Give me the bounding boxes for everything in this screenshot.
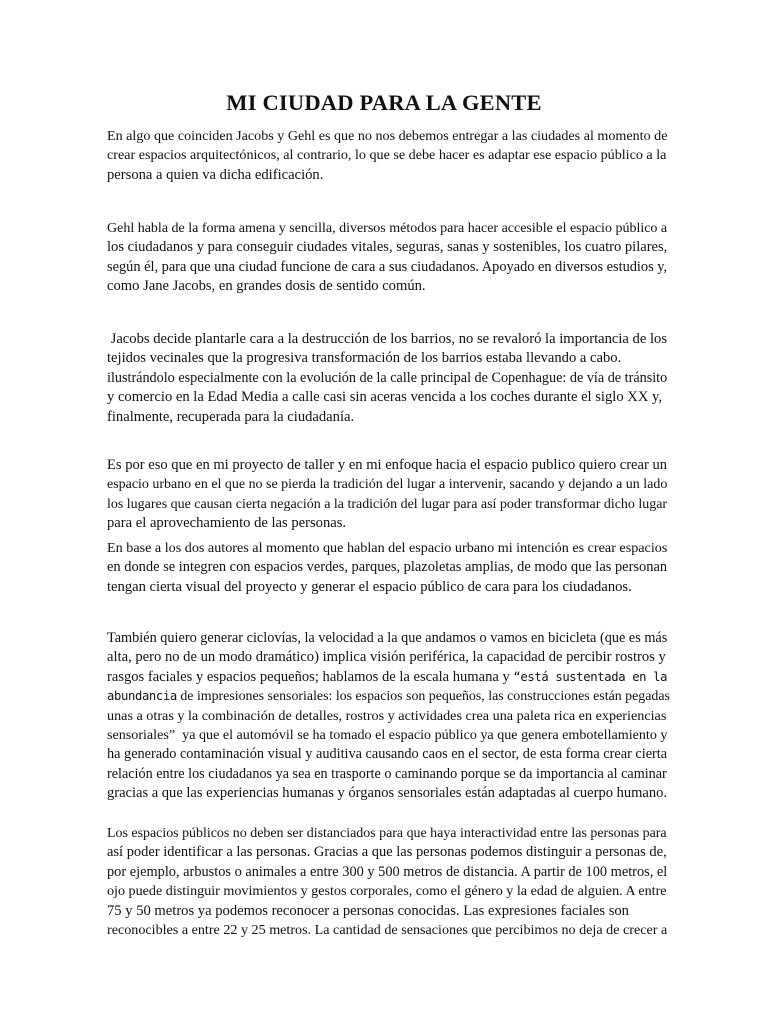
text-line: 75 y 50 metros ya podemos reconocer a personas conocidas. Las expresiones faciales son xyxy=(107,902,629,919)
text-run: rasgos faciales y espacios pequeños; hablamos de la escala humana y xyxy=(107,668,514,685)
text-line: En algo que coinciden Jacobs y Gehl es que no nos debemos entregar a las ciudades al momento de xyxy=(107,128,668,144)
text-line: También quiero generar ciclovías, la velocidad a la que andamos o vamos en bicicleta (que es más xyxy=(107,630,668,646)
text-line: crear espacios arquitectónicos, al contrario, lo que se debe hacer es adaptar ese espacio público a la xyxy=(107,147,667,164)
text-line: En base a los dos autores al momento que hablan del espacio urbano mi intención es crear espacios xyxy=(107,540,668,556)
text-line: según él, para que una ciudad funcione de cara a sus ciudadanos. Apoyado en diversos estudios y, xyxy=(107,258,668,275)
paragraph-4 xyxy=(107,456,667,534)
paragraph-7 xyxy=(107,824,667,940)
text-line: relación entre los ciudadanos ya sea en trasporte o caminando porque se da importancia al caminar xyxy=(107,765,667,782)
text-line: tejidos vecinales que la progresiva transformación de los barrios estaba llevando a cabo. xyxy=(107,350,622,367)
text-line: alta, pero no de un modo dramático) implica visión periférica, la capacidad de percibir rostros y xyxy=(107,649,666,666)
text-line: y comercio en la Edad Media a calle casi sin aceras vencida a los coches durante el siglo XX y, xyxy=(107,389,663,406)
text-line: por ejemplo, arbustos o animales a entre 300 y 500 metros de distancia. A partir de 100 metros, el xyxy=(107,863,668,880)
text-line: persona a quien va dicha edificación. xyxy=(107,166,324,183)
text-line: en donde se integren con espacios verdes, parques, plazoletas amplias, de modo que las personan xyxy=(107,559,668,576)
text-line: así poder identificar a las personas. Gracias a que las personas podemos distinguir a personas de, xyxy=(107,844,667,861)
text-line: Es por eso que en mi proyecto de taller y en mi enfoque hacia el espacio publico quiero crear un xyxy=(107,457,668,473)
text-run: ya que el automóvil se ha tomado el espacio público ya que genera embotellamiento y xyxy=(175,726,668,743)
quoted-text-run: “está sustentada en la xyxy=(513,669,668,684)
text-run: de impresiones sensoriales: los espacios son pequeños, las construcciones están pegadas xyxy=(176,689,670,705)
text-line: reconocibles a entre 22 y 25 metros. La cantidad de sensaciones que percibimos no deja de crecer a xyxy=(107,921,668,938)
text-line: como Jane Jacobs, en grandes dosis de sentido común. xyxy=(107,278,426,295)
page-title: MI CIUDAD PARA LA GENTE xyxy=(226,90,542,115)
text-line xyxy=(107,687,670,706)
text-line: Jacobs decide plantarle cara a la destrucción de los barrios, no se revaloró la importancia de los xyxy=(107,331,668,347)
text-line xyxy=(107,668,667,687)
text-line: los ciudadanos y para conseguir ciudades vitales, seguras, sanas y sostenibles, los cuatro pilares, xyxy=(107,239,668,256)
text-line: tengan cierta visual del proyecto y generar el espacio público de cara para los ciudadanos. xyxy=(107,578,632,595)
text-line: ha generado contaminación visual y auditiva causando caos en el sector, de esta forma crear cierta xyxy=(107,746,668,763)
text-run: sensoriales” xyxy=(107,726,176,743)
text-line: unas a otras y la combinación de detalles, rostros y actividades crea una paleta rica en experiencias xyxy=(107,707,667,724)
paragraph-1 xyxy=(107,127,667,185)
text-line: finalmente, recuperada para la ciudadanía. xyxy=(107,408,355,425)
text-line: Los espacios públicos no deben ser distanciados para que haya interactividad entre las personas para xyxy=(107,826,667,841)
paragraph-3 xyxy=(107,330,667,427)
text-line xyxy=(107,726,667,745)
text-line: ilustrándolo especialmente con la evolución de la calle principal de Copenhague: de vía de tránsito xyxy=(107,369,668,386)
text-line: los lugares que causan cierta negación a la tradición del lugar para así poder transformar dicho lugar xyxy=(107,496,668,512)
text-line: ojo puede distinguir movimientos y gestos corporales, como el género y la edad de alguien. A entre xyxy=(107,883,667,900)
text-line: para el aprovechamiento de las personas. xyxy=(107,515,347,532)
paragraph-2 xyxy=(107,219,667,297)
quoted-text-run: abundancia xyxy=(107,689,177,704)
text-line: Gehl habla de la forma amena y sencilla, diversos métodos para hacer accesible el espacio público a xyxy=(107,221,668,236)
paragraph-5 xyxy=(107,539,667,597)
text-line: gracias a que las experiencias humanas y órganos sensoriales están adaptadas al cuerpo humano. xyxy=(107,785,667,802)
paragraph-6 xyxy=(107,629,670,804)
text-line: espacio urbano en el que no se pierda la tradición del lugar a intervenir, sacando y dejando a un lado xyxy=(107,477,668,493)
